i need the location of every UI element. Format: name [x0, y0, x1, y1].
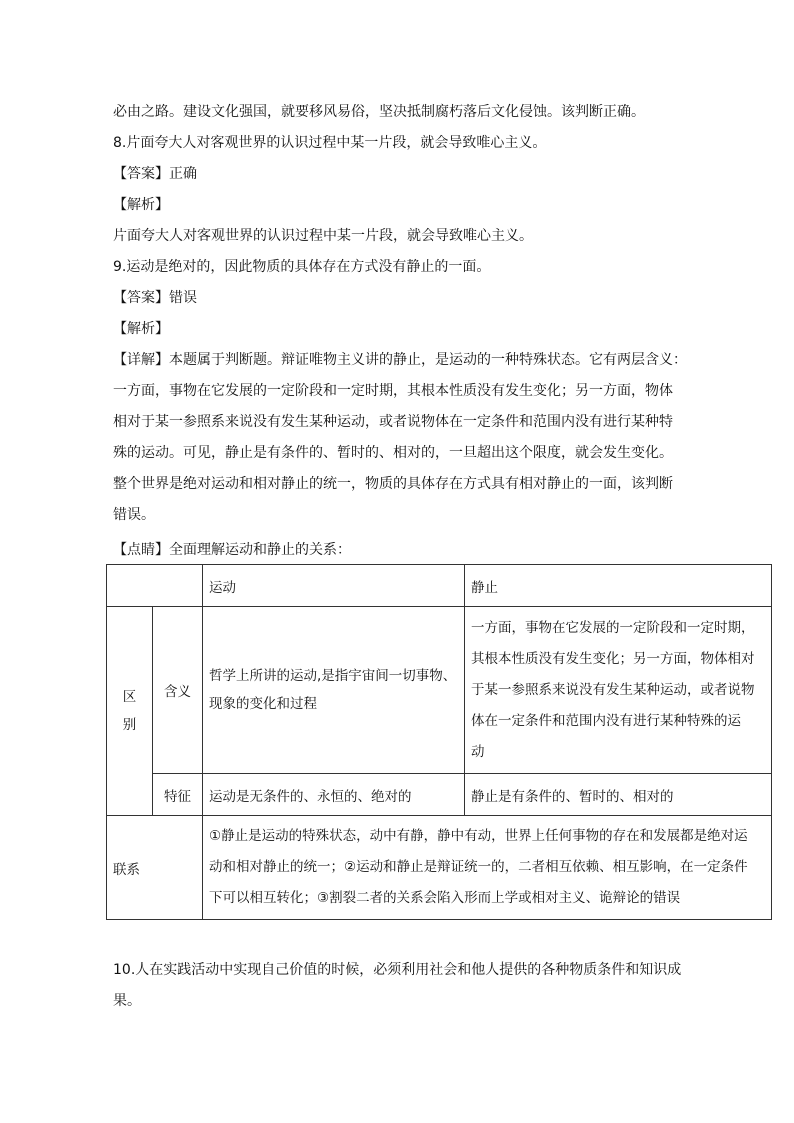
- analysis-label-8: 【解析】: [113, 197, 169, 213]
- table-header-row: [107, 565, 772, 607]
- question-9: 9.运动是绝对的，因此物质的具体存在方式没有静止的一面。: [113, 259, 491, 275]
- header-motion: 运动: [203, 565, 465, 607]
- meaning-motion-cell: 哲学上所讲的运动,是指宇宙间一切事物、 现象的变化和过程: [203, 607, 465, 774]
- relation-cell: ①静止是运动的特殊状态，动中有静，静中有动，世界上任何事物的存在和发展都是绝对运 动和相对静止的统一；②运动和静止是辩证统一的，二者相互依赖、相互影响，在一定条件 下可以相互转化；③割裂二者的关系会陷入形而上学或相对主义、诡辩论的错误: [203, 816, 772, 920]
- question-10-line: 果。: [113, 993, 141, 1009]
- detail-line: 错误。: [113, 507, 155, 523]
- detail-line: 相对于某一参照系来说没有发生某种运动，或者说物体在一定条件和范围内没有进行某种特: [113, 414, 673, 430]
- comparison-table: [106, 564, 772, 920]
- table-row-meaning: [107, 607, 772, 774]
- feature-motion-cell: 运动是无条件的、永恒的、绝对的: [203, 774, 465, 816]
- question-10: [113, 955, 688, 1017]
- feature-rest-cell: 静止是有条件的、暂时的、相对的: [465, 774, 772, 816]
- analysis-8: 片面夸大人对客观世界的认识过程中某一片段，就会导致唯心主义。: [113, 228, 533, 244]
- meaning-label: 含义: [153, 607, 203, 774]
- table-row-relation: [107, 816, 772, 920]
- detail-line: 殊的运动。可见，静止是有条件的、暂时的、相对的，一旦超出这个限度，就会发生变化。: [113, 445, 673, 461]
- detail-line: 一方面，事物在它发展的一定阶段和一定时期，其根本性质没有发生变化；另一方面，物体: [113, 383, 673, 399]
- text-line-conclusion: 必由之路。建设文化强国，就要移风易俗，坚决抵制腐朽落后文化侵蚀。该判断正确。: [113, 104, 645, 120]
- detail-line: 【详解】本题属于判断题。辩证唯物主义讲的静止，是运动的一种特殊状态。它有两层含义：: [113, 352, 687, 368]
- feature-label: 特征: [153, 774, 203, 816]
- analysis-label-9: 【解析】: [113, 321, 169, 337]
- tip-9: 【点睛】全面理解运动和静止的关系：: [113, 542, 351, 558]
- header-rest: 静止: [465, 565, 772, 607]
- difference-label: 区 别: [107, 607, 153, 816]
- question-8: 8.片面夸大人对客观世界的认识过程中某一片段，就会导致唯心主义。: [113, 135, 547, 151]
- table-corner-cell: [107, 565, 203, 607]
- relation-label: 联系: [107, 816, 203, 920]
- answer-8: 【答案】正确: [113, 166, 197, 182]
- detail-line: 整个世界是绝对运动和相对静止的统一，物质的具体存在方式具有相对静止的一面，该判断: [113, 476, 673, 492]
- table-row-feature: [107, 774, 772, 816]
- question-10-line: 10.人在实践活动中实现自己价值的时候，必须利用社会和他人提供的各种物质条件和知识成: [113, 962, 682, 978]
- answer-9: 【答案】错误: [113, 290, 197, 306]
- detail-paragraph-9: [113, 345, 688, 531]
- meaning-rest-cell: 一方面，事物在它发展的一定阶段和一定时期， 其根本性质没有发生变化；另一方面，物体相对 于某一参照系来说没有发生某种运动，或者说物 体在一定条件和范围内没有进行某种特殊的运 动: [465, 607, 772, 774]
